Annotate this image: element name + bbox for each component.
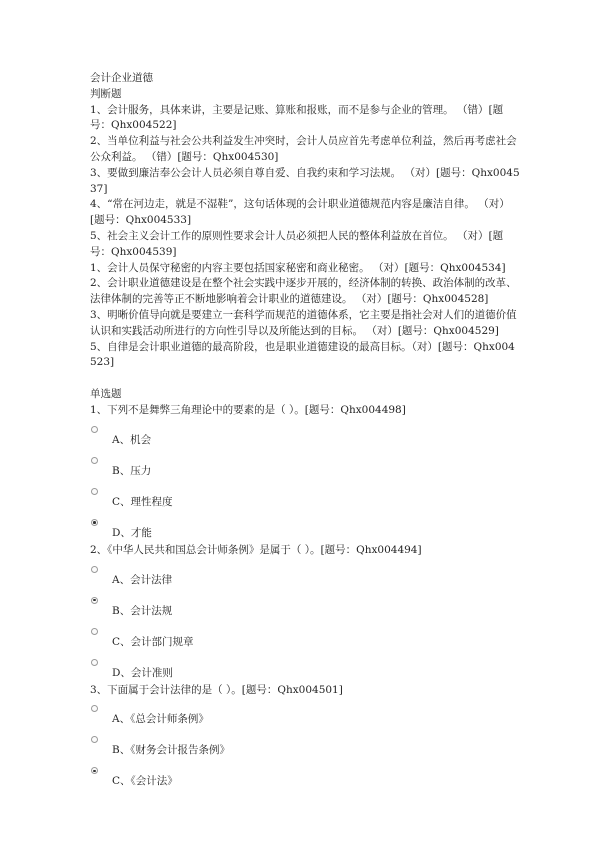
question-text: 1、下列不是舞弊三角理论中的要素的是（ ）。[题号：Qhx004498]	[90, 403, 406, 416]
option-label: D、会计准则	[112, 666, 173, 679]
option-label: A、《总会计师条例》	[112, 713, 209, 726]
option-q3-a[interactable]	[90, 709, 520, 729]
option-label: A、机会	[112, 433, 152, 446]
option-q2-b[interactable]	[90, 601, 520, 621]
judgment-item: 2、当单位利益与社会公共利益发生冲突时，会计人员应首先考虑单位利益，然后再考虑社会公众利益。 （错）[题号：Qhx004530]	[90, 135, 517, 163]
option-q1-b[interactable]	[90, 461, 520, 481]
radio-button[interactable]	[91, 426, 98, 433]
radio-button-selected[interactable]	[91, 597, 98, 604]
judgment-item: 1、会计人员保守秘密的内容主要包括国家秘密和商业秘密。 （对）[题号：Qhx004534]	[90, 261, 506, 274]
option-label: D、才能	[112, 526, 152, 539]
judgment-item: 5、自律是会计职业道德的最高阶段，也是职业道德建设的最高目标。（对）[题号：Qhx004523]	[90, 340, 515, 369]
radio-button[interactable]	[91, 659, 98, 666]
judgment-heading: 判断题	[90, 87, 122, 100]
judgment-item: 2、会计职业道德建设是在整个社会实践中逐步开展的，经济体制的转换、政治体制的改革、法律体制的完善等正不断地影响着会计职业的道德建设。 （对）[题号：Qhx004528]	[90, 277, 517, 306]
option-q1-a[interactable]	[90, 430, 520, 450]
judgment-item: 3、明晰价值导向就是要建立一套科学而规范的道德体系，它主要是指社会对人们的道德价值认识和实践活动所进行的方向性引导以及所能达到的目标。 （对）[题号：Qhx004529]	[90, 308, 517, 337]
single-choice-heading: 单选题	[90, 388, 122, 401]
option-label: C、《会计法》	[112, 775, 178, 788]
radio-button[interactable]	[91, 457, 98, 464]
judgment-item: 1、会计服务，具体来讲，主要是记账、算账和报账，而不是参与企业的管理。 （错）[题号：Qhx004522]	[90, 103, 504, 132]
radio-button[interactable]	[91, 628, 98, 635]
document-title: 会计企业道德	[90, 72, 153, 84]
option-label: C、会计部门规章	[112, 635, 194, 648]
option-q2-d[interactable]	[90, 663, 520, 683]
option-q3-c[interactable]	[90, 771, 520, 791]
judgment-item: 5、社会主义会计工作的原则性要求会计人员必须把人民的整体利益放在首位。 （对）[题号：Qhx004539]	[90, 229, 504, 258]
radio-button[interactable]	[91, 705, 98, 712]
radio-button[interactable]	[91, 566, 98, 573]
option-q3-b[interactable]	[90, 740, 520, 760]
option-label: B、压力	[112, 464, 152, 477]
section-spacer	[90, 371, 520, 387]
radio-button-selected[interactable]	[91, 519, 98, 526]
question-text: 2、《中华人民共和国总会计师条例》是属于（ ）。[题号：Qhx004494]	[90, 543, 422, 556]
option-label: B、会计法规	[112, 604, 173, 617]
judgment-item: 4、“常在河边走，就是不湿鞋”，这句话体现的会计职业道德规范内容是廉洁自律。 （对）[题号：Qhx004533]	[90, 198, 510, 227]
document-content	[90, 71, 520, 791]
question-text: 3、下面属于会计法律的是（ ）。[题号：Qhx004501]	[90, 683, 343, 696]
option-q2-a[interactable]	[90, 570, 520, 590]
option-label: C、理性程度	[112, 495, 173, 508]
option-q1-d[interactable]	[90, 523, 520, 543]
judgment-item: 3、要做到廉洁奉公会计人员必须自尊自爱、自我约束和学习法规。 （对）[题号：Qhx004537]	[90, 166, 520, 195]
option-label: A、会计法律	[112, 573, 173, 586]
radio-button[interactable]	[91, 488, 98, 495]
radio-button-selected[interactable]	[91, 767, 98, 774]
option-label: B、《财务会计报告条例》	[112, 744, 230, 757]
option-q1-c[interactable]	[90, 492, 520, 512]
radio-button[interactable]	[91, 736, 98, 743]
option-q2-c[interactable]	[90, 632, 520, 652]
